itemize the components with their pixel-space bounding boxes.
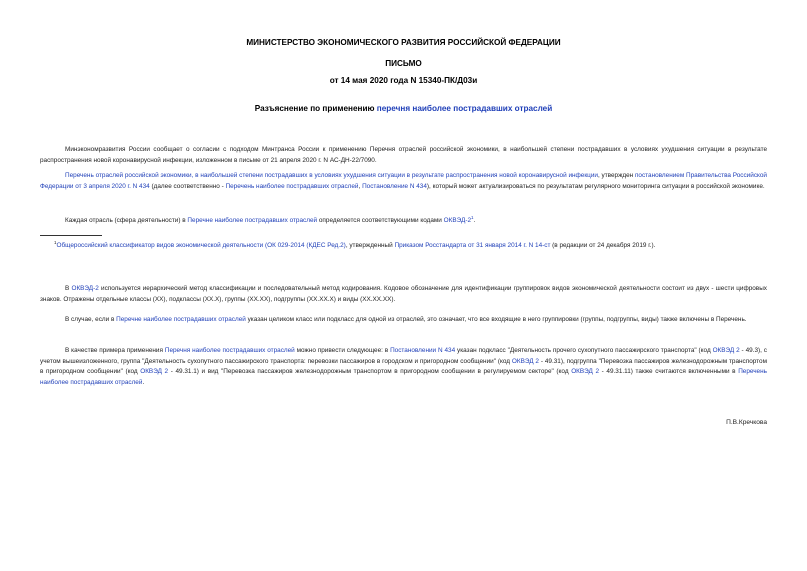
okved2-code-link[interactable]: ОКВЭД 2 — [712, 347, 740, 354]
signature: П.В.Кречкова — [726, 419, 767, 426]
paragraph-3 — [40, 213, 767, 227]
okved2-code-link[interactable]: ОКВЭД 2 — [140, 368, 169, 375]
affected-industries-list-link[interactable]: Перечне наиболее пострадавших отраслей — [116, 316, 246, 323]
affected-industries-list-link[interactable]: Перечня наиболее пострадавших отраслей — [164, 347, 295, 354]
affected-industries-list-link[interactable]: Перечень наиболее пострадавших отраслей — [225, 182, 359, 190]
document-subject — [0, 104, 807, 113]
okved2-code-link[interactable]: ОКВЭД 2 — [571, 368, 600, 375]
subject-link[interactable]: перечня наиболее пострадавших отраслей — [376, 104, 553, 113]
paragraph-6-text-6: - 49.31.1) и вид "Перевозка пассажиров железнодорожным транспортом в пригородном сообщении в регулируемом секторе" (код — [168, 368, 572, 375]
ministry-heading: МИНИСТЕРСТВО ЭКОНОМИЧЕСКОГО РАЗВИТИЯ РОССИЙСКОЙ ФЕДЕРАЦИИ — [246, 38, 561, 47]
paragraph-3-text-3: . — [473, 217, 476, 225]
paragraph-6-text-2: можно привести следующее: в — [294, 347, 391, 354]
footnote-reference[interactable]: 1 — [471, 215, 474, 220]
paragraph-2-text-1: , утвержден — [597, 172, 635, 179]
paragraph-6 — [40, 346, 767, 388]
affected-industries-list-link[interactable]: Перечень наиболее пострадавших отраслей — [40, 368, 767, 386]
subject-prefix: Разъяснение по применению — [254, 104, 377, 113]
paragraph-6-text-1: В качестве примера применения — [65, 347, 165, 354]
paragraph-3-text-2: определяется соответствующими кодами — [317, 217, 444, 225]
footnote-text-2: (в редакции от 24 декабря 2019 г.). — [550, 242, 656, 250]
footnote-mark: 1 — [54, 240, 57, 245]
okved2-link[interactable]: ОКВЭД-2 — [71, 285, 99, 292]
paragraph-6-text-5: - 49.31), подгруппа "Перевозка пассажиров железнодорожным транспортом в пригородном сообщении" (код — [40, 357, 767, 375]
affected-industries-list-link[interactable]: Перечне наиболее пострадавших отраслей — [187, 217, 318, 225]
paragraph-3-text-1: Каждая отрасль (сфера деятельности) в — [65, 217, 188, 225]
footnote-divider — [40, 235, 102, 236]
classifier-link[interactable]: Общероссийский классификатор видов экономической деятельности (ОК 029-2014 (КДЕС Ред.2) — [56, 242, 346, 250]
paragraph-6-text-7: - 49.31.11) также считаются включенными в — [599, 368, 739, 375]
paragraph-6-text-3: указан подкласс "Деятельность прочего сухопутного пассажирского транспорта" (код — [455, 347, 713, 354]
paragraph-1-text: Минэкономразвития России сообщает о согласии с подходом Минтранса России к применению Перечня отраслей российской экономики, в наибольшей степени пострадавших в условиях ухудшения ситуации в результате распространения новой коронавирусной инфекции, изложенном в письме от 21 апреля 2020 г. N АС-ДН-22/7090. — [40, 146, 767, 164]
paragraph-4 — [40, 284, 767, 305]
rosstandart-order-link[interactable]: Приказом Росстандарта от 31 января 2014 г. N 14-ст — [394, 242, 551, 250]
paragraph-5 — [40, 315, 767, 326]
footnote — [54, 238, 767, 252]
paragraph-6-text-8: . — [142, 378, 145, 386]
decree-434-link[interactable]: Постановлении N 434 — [390, 347, 456, 354]
paragraph-2-text-3: , — [358, 182, 363, 190]
footnote-text-1: , утвержденный — [345, 242, 395, 250]
paragraph-2-text-4: ), который может актуализироваться по результатам регулярного мониторинга ситуации в российской экономике. — [426, 182, 765, 190]
paragraph-2-text-2: (далее соответственно - — [149, 182, 226, 190]
paragraph-1 — [40, 145, 767, 166]
paragraph-5-text-2: указан целиком класс или подкласс для одной из отраслей, это означает, что все входящие в него группировки (группы, подгруппы, виды) также включены в Перечень. — [245, 316, 747, 323]
document-date-number: от 14 мая 2020 года N 15340-ПК/Д03и — [329, 76, 478, 85]
paragraph-4-text-1: В — [65, 285, 72, 292]
document-type: ПИСЬМО — [385, 59, 422, 68]
paragraph-6-text-4: - 49.3), с учетом вышеизложенного, группа "Деятельность сухопутного пассажирского транспорта: перевозки пассажиров в городском и пригородном сообщении" (код — [40, 347, 767, 365]
decree-434-link[interactable]: Постановление N 434 — [362, 182, 427, 190]
paragraph-4-text-2: используется иерархический метод классификации и последовательный метод кодирования. Кодовое обозначение для идентификации группировок видов экономической деятельности состоит из двух - шести цифровых знаков. Отражены отдельные классы (XX), подклассы (XX.X), группы (XX.XX), подгруппы (XX.XX.X) и виды (XX.XX.XX). — [40, 285, 767, 303]
paragraph-5-text-1: В случае, если в — [65, 316, 117, 323]
paragraph-2 — [40, 171, 767, 192]
okved2-link[interactable]: ОКВЭД-2 — [443, 217, 472, 225]
government-decree-link[interactable]: постановлением Правительства Российской Федерации от 3 апреля 2020 г. N 434 — [40, 172, 768, 190]
list-of-industries-link[interactable]: Перечень отраслей российской экономики, в наибольшей степени пострадавших в условиях ухудшения ситуации в результате распространения новой коронавирусной инфекции — [65, 172, 598, 179]
okved2-code-link[interactable]: ОКВЭД 2 — [511, 357, 539, 365]
